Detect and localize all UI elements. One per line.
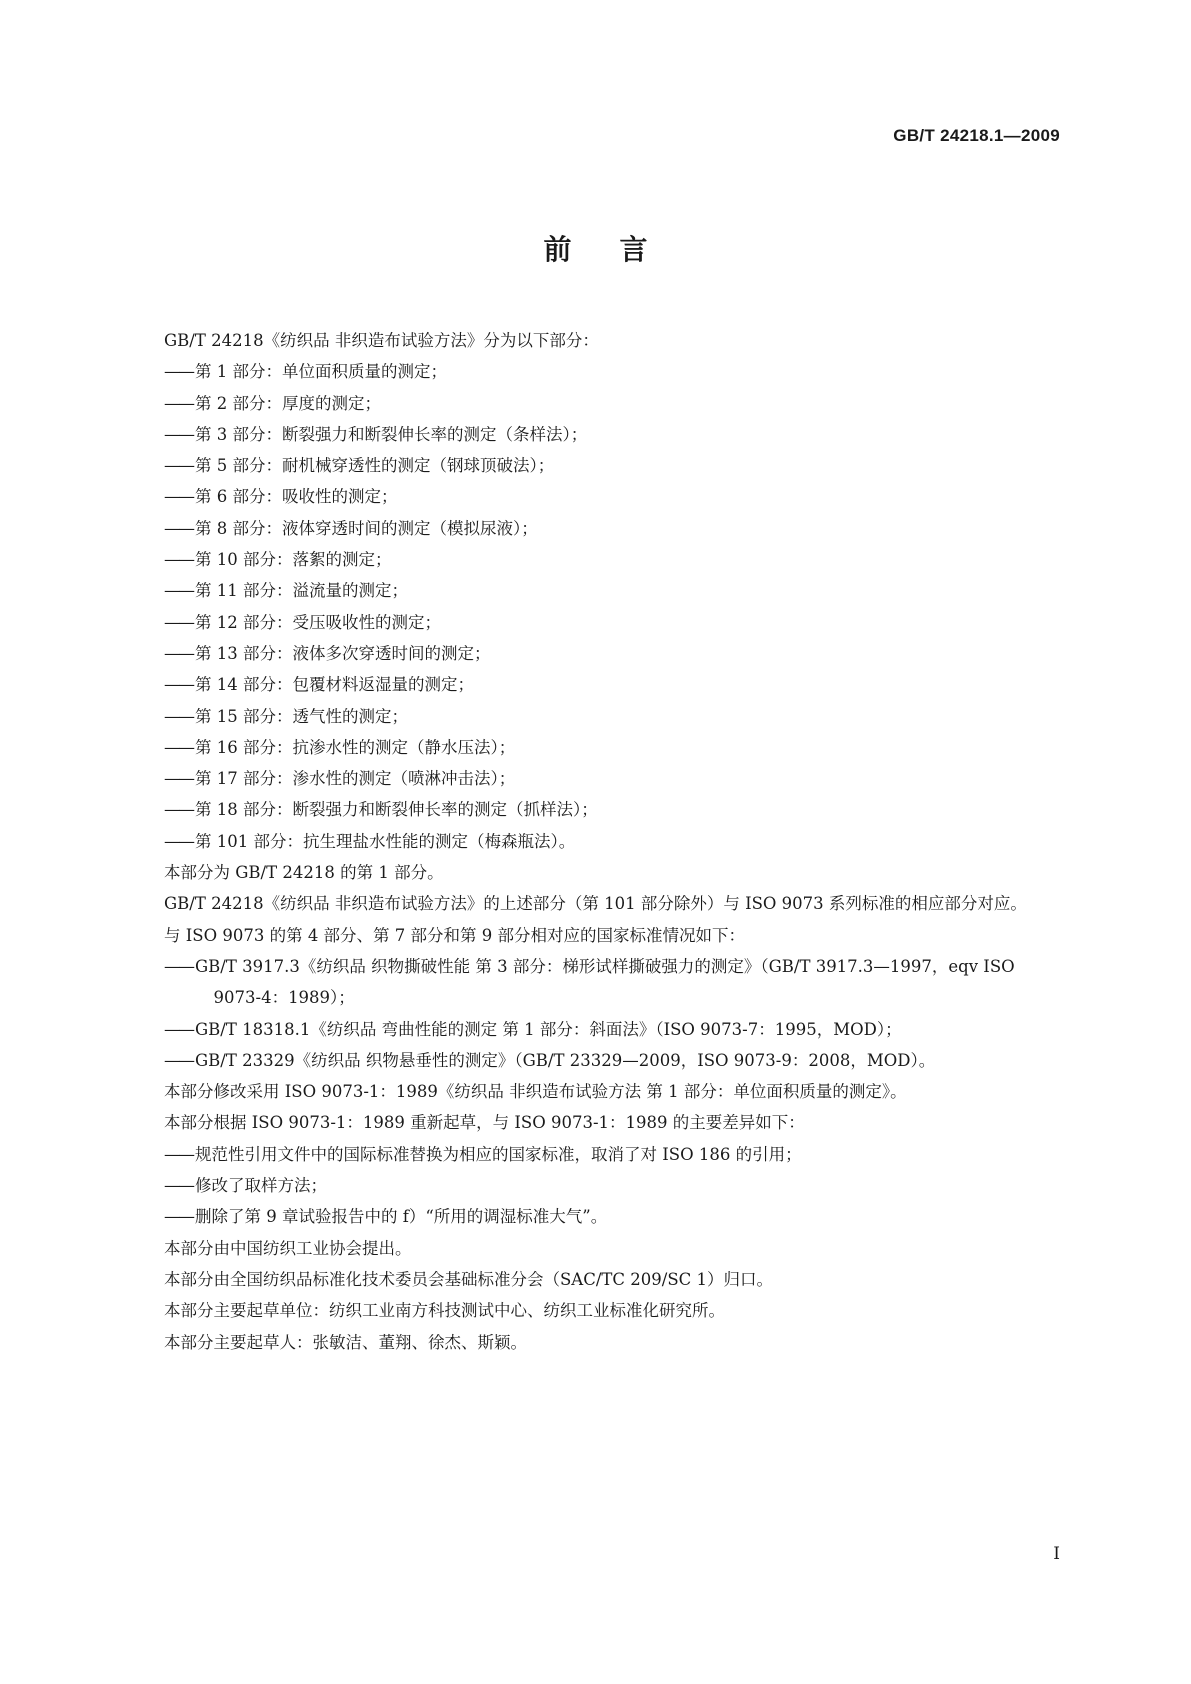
- dash-mark: ——: [164, 1050, 193, 1070]
- dash-mark: ——: [164, 800, 193, 820]
- list-item: [131, 951, 1060, 1014]
- list-item-text: 第 8 部分：液体穿透时间的测定（模拟尿液）；: [195, 518, 538, 538]
- parts-list: [131, 356, 1060, 857]
- differences-list: [131, 1139, 1060, 1233]
- foreword-body: [131, 325, 1060, 1358]
- correspondence-paragraph: GB/T 24218《纺织品 非织造布试验方法》的上述部分（第 101 部分除外）与 ISO 9073 系列标准的相应部分对应。: [164, 894, 1027, 914]
- dash-mark: ——: [164, 737, 193, 757]
- list-item: [131, 481, 1060, 512]
- dash-mark: ——: [164, 612, 193, 632]
- dash-mark: ——: [164, 1144, 193, 1164]
- list-item-text: 修改了取样方法；: [195, 1176, 327, 1196]
- list-item-text: 第 5 部分：耐机械穿透性的测定（钢球顶破法）；: [195, 456, 555, 476]
- dash-mark: ——: [164, 1207, 193, 1227]
- list-item-text: 第 2 部分：厚度的测定；: [195, 393, 381, 413]
- list-item: [131, 356, 1060, 387]
- list-item: [131, 607, 1060, 638]
- list-item-text: 第 13 部分：液体多次穿透时间的测定；: [195, 643, 491, 663]
- list-item: [131, 826, 1060, 857]
- dash-mark: ——: [164, 769, 193, 789]
- drafting-units-paragraph: 本部分主要起草单位：纺织工业南方科技测试中心、纺织工业标准化研究所。: [164, 1301, 725, 1321]
- list-item-text: 第 1 部分：单位面积质量的测定；: [195, 362, 447, 382]
- page-number: I: [1053, 1544, 1060, 1564]
- list-item: [131, 1139, 1060, 1170]
- dash-mark: ——: [164, 487, 193, 507]
- dash-mark: ——: [164, 581, 193, 601]
- list-item-text: 第 16 部分：抗渗水性的测定（静水压法）；: [195, 737, 516, 757]
- dash-mark: ——: [164, 362, 193, 382]
- dash-mark: ——: [164, 706, 193, 726]
- national-standards-intro: 与 ISO 9073 的第 4 部分、第 7 部分和第 9 部分相对应的国家标准情况如下：: [164, 925, 746, 945]
- dash-mark: ——: [164, 643, 193, 663]
- dash-mark: ——: [164, 1019, 193, 1039]
- list-item-text: 第 18 部分：断裂强力和断裂伸长率的测定（抓样法）；: [195, 800, 598, 820]
- list-item-text: 第 101 部分：抗生理盐水性能的测定（梅森瓶法）。: [195, 831, 576, 851]
- list-item: [131, 638, 1060, 669]
- list-item: [131, 701, 1060, 732]
- drafters-paragraph: 本部分主要起草人：张敏洁、董翔、徐杰、斯颖。: [164, 1332, 527, 1352]
- standard-code: GB/T 24218.1—2009: [893, 126, 1060, 145]
- list-item-text: 第 6 部分：吸收性的测定；: [195, 487, 398, 507]
- list-item-text: 第 11 部分：溢流量的测定；: [195, 581, 408, 601]
- list-item: [131, 1201, 1060, 1232]
- list-item: [131, 732, 1060, 763]
- modified-adoption-paragraph: 本部分修改采用 ISO 9073-1：1989《纺织品 非织造布试验方法 第 1 部分：单位面积质量的测定》。: [164, 1082, 907, 1102]
- list-item: [131, 1170, 1060, 1201]
- part-of-paragraph: 本部分为 GB/T 24218 的第 1 部分。: [164, 863, 444, 883]
- dash-mark: ——: [164, 1176, 193, 1196]
- list-item: [131, 388, 1060, 419]
- list-item: [131, 763, 1060, 794]
- national-standards-list: [131, 951, 1060, 1076]
- list-item-text: GB/T 23329《纺织品 织物悬垂性的测定》（GB/T 23329—2009，ISO 9073-9：2008，MOD）。: [195, 1050, 936, 1070]
- list-item-text: 第 3 部分：断裂强力和断裂伸长率的测定（条样法）；: [195, 424, 588, 444]
- dash-mark: ——: [164, 518, 193, 538]
- list-item-text: 规范性引用文件中的国际标准替换为相应的国家标准，取消了对 ISO 186 的引用；: [195, 1144, 802, 1164]
- list-item: [131, 419, 1060, 450]
- list-item: [131, 1045, 1060, 1076]
- dash-mark: ——: [164, 424, 193, 444]
- list-item-text: 第 15 部分：透气性的测定；: [195, 706, 408, 726]
- dash-mark: ——: [164, 550, 193, 570]
- dash-mark: ——: [164, 393, 193, 413]
- list-item-text: 删除了第 9 章试验报告中的 f）“所用的调湿标准大气”。: [195, 1207, 608, 1227]
- list-item: [131, 544, 1060, 575]
- intro-paragraph: GB/T 24218《纺织品 非织造布试验方法》分为以下部分：: [164, 331, 599, 350]
- list-item: [131, 575, 1060, 606]
- list-item: [131, 1014, 1060, 1045]
- list-item-text: GB/T 18318.1《纺织品 弯曲性能的测定 第 1 部分：斜面法》（ISO 9073-7：1995，MOD）；: [195, 1019, 902, 1039]
- dash-mark: ——: [164, 675, 193, 695]
- dash-mark: ——: [164, 456, 193, 476]
- list-item: [131, 669, 1060, 700]
- dash-mark: ——: [164, 956, 193, 976]
- list-item: [131, 794, 1060, 825]
- list-item-text: 第 10 部分：落絮的测定；: [195, 550, 392, 570]
- proposed-by-paragraph: 本部分由中国纺织工业协会提出。: [164, 1238, 412, 1258]
- list-item-text: 第 12 部分：受压吸收性的测定；: [195, 612, 441, 632]
- list-item: [131, 513, 1060, 544]
- list-item-text: GB/T 3917.3《纺织品 织物撕破性能 第 3 部分：梯形试样撕破强力的测定》（GB/T 3917.3—1997，eqv ISO 9073-4：1989）；: [195, 956, 1015, 1008]
- list-item: [131, 450, 1060, 481]
- list-item-text: 第 14 部分：包覆材料返湿量的测定；: [195, 675, 474, 695]
- dash-mark: ——: [164, 831, 193, 851]
- centralized-paragraph: 本部分由全国纺织品标准化技术委员会基础标准分会（SAC/TC 209/SC 1）归口。: [164, 1269, 774, 1289]
- page-title: 前言: [543, 233, 696, 266]
- list-item-text: 第 17 部分：渗水性的测定（喷淋冲击法）；: [195, 769, 516, 789]
- differences-intro-paragraph: 本部分根据 ISO 9073-1：1989 重新起草，与 ISO 9073-1：1989 的主要差异如下：: [164, 1113, 805, 1133]
